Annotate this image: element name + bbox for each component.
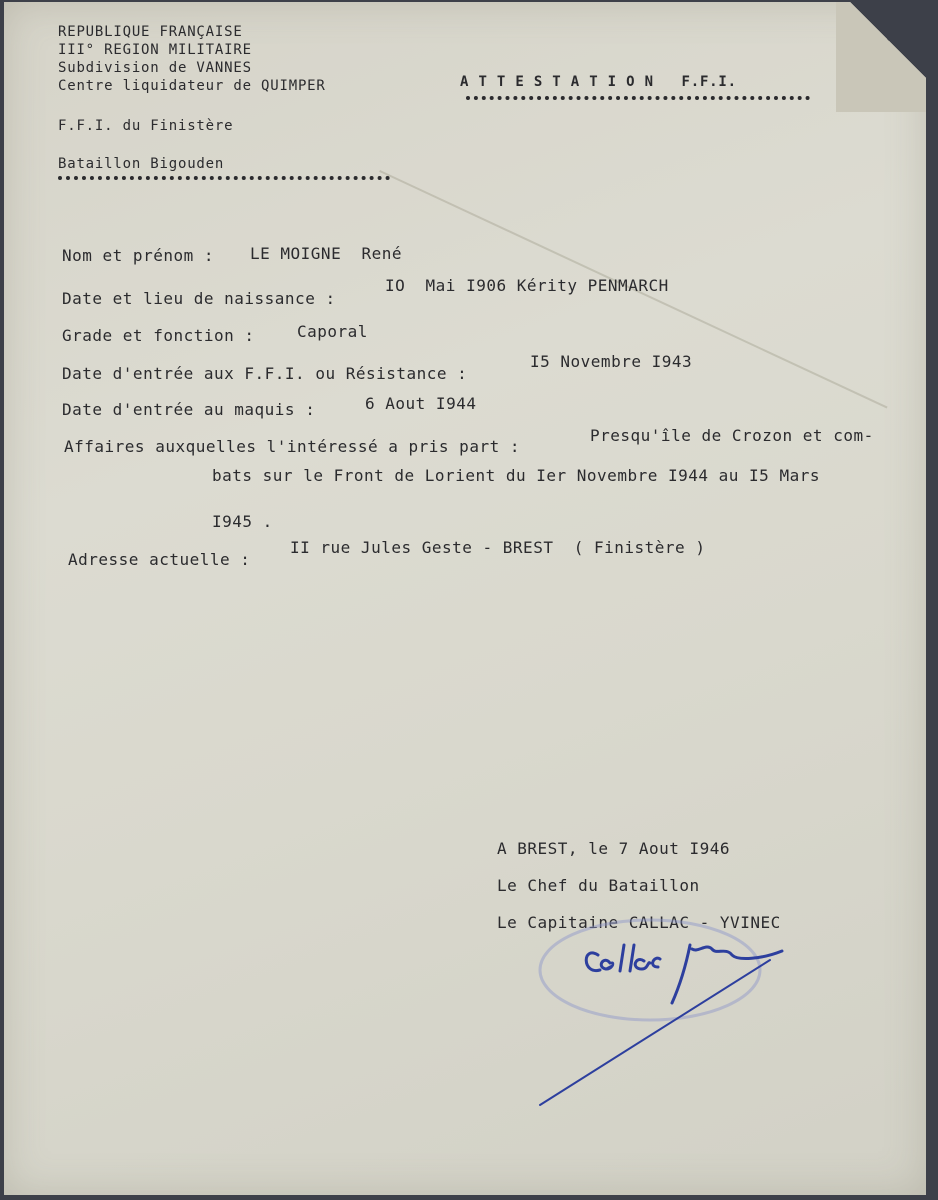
header-underline [58,176,390,180]
grade-label: Grade et fonction : [62,326,255,345]
affaires-label: Affaires auxquelles l'intéressé a pris part : [64,437,520,456]
signature-long-stroke [540,960,770,1105]
affaires-line2: bats sur le Front de Lorient du Ier Novembre I944 au I5 Mars [212,466,820,485]
affaires-line1: Presqu'île de Crozon et com- [590,426,874,445]
entree-ffi-value: I5 Novembre I943 [530,352,693,371]
footer-role: Le Chef du Bataillon [497,876,700,895]
grade-value: Caporal [297,322,368,341]
header-subdivision: Subdivision de VANNES [58,60,252,76]
entree-maquis-label: Date d'entrée au maquis : [62,400,316,419]
naissance-label: Date et lieu de naissance : [62,289,336,308]
header-centre: Centre liquidateur de QUIMPER [58,78,326,94]
header-ffi: F.F.I. du Finistère [58,118,234,134]
affaires-line3: I945 . [212,512,273,531]
footer-name: Le Capitaine CALLAC - YVINEC [497,913,781,932]
entree-ffi-label: Date d'entrée aux F.F.I. ou Résistance : [62,364,468,383]
adresse-value: II rue Jules Geste - BREST ( Finistère ) [290,538,706,557]
naissance-value: IO Mai I906 Kérity PENMARCH [385,276,669,295]
folded-corner [836,2,926,112]
header-bataillon: Bataillon Bigouden [58,156,225,172]
header-region: III° REGION MILITAIRE [58,42,252,58]
entree-maquis-value: 6 Aout I944 [365,394,477,413]
stamp-circle [540,920,760,1020]
nom-label: Nom et prénom : [62,246,214,265]
header-republique: REPUBLIQUE FRANÇAISE [58,24,243,40]
nom-value: LE MOIGNE René [250,244,402,263]
title-underline [466,96,810,100]
footer-place-date: A BREST, le 7 Aout I946 [497,839,731,858]
signature-graphic [520,915,810,1115]
document-title: A T T E S T A T I O N F.F.I. [460,74,737,90]
adresse-label: Adresse actuelle : [68,550,251,569]
